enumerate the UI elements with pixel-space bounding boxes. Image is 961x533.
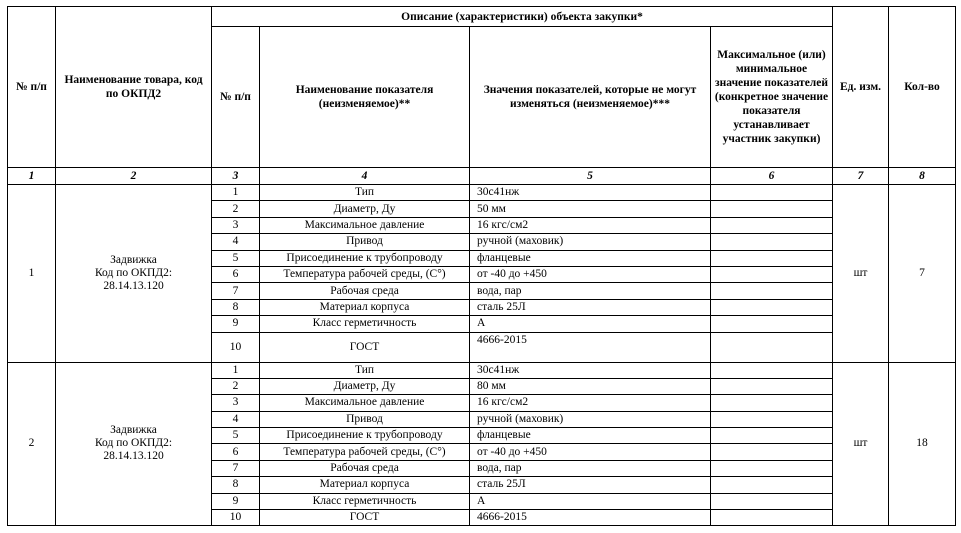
col-number: 6 bbox=[711, 168, 833, 185]
param-name: Максимальное давление bbox=[260, 395, 470, 411]
param-minmax-cell bbox=[711, 378, 833, 394]
param-minmax-cell bbox=[711, 185, 833, 201]
param-value: 4666-2015 bbox=[470, 332, 711, 362]
param-minmax-cell bbox=[711, 266, 833, 282]
param-value: от -40 до +450 bbox=[470, 266, 711, 282]
param-number: 5 bbox=[212, 250, 260, 266]
item-okpd-code: 28.14.13.120 bbox=[103, 279, 164, 292]
col-number: 4 bbox=[260, 168, 470, 185]
item-number: 1 bbox=[8, 185, 56, 363]
header-fixed-values: Значения показателей, которые не могут изменяться (неизменяемое)*** bbox=[470, 27, 711, 168]
param-name: Рабочая среда bbox=[260, 460, 470, 476]
param-value: ручной (маховик) bbox=[470, 411, 711, 427]
param-value: сталь 25Л bbox=[470, 299, 711, 315]
param-name: Класс герметичность bbox=[260, 493, 470, 509]
param-number: 9 bbox=[212, 316, 260, 332]
param-minmax-cell bbox=[711, 250, 833, 266]
param-number: 10 bbox=[212, 332, 260, 362]
header-param-name: Наименование показателя (неизменяемое)** bbox=[260, 27, 470, 168]
param-name: Привод bbox=[260, 411, 470, 427]
param-number: 3 bbox=[212, 217, 260, 233]
param-value: ручной (маховик) bbox=[470, 234, 711, 250]
param-value: фланцевые bbox=[470, 428, 711, 444]
col-number: 7 bbox=[833, 168, 889, 185]
param-number: 5 bbox=[212, 428, 260, 444]
header-quantity: Кол-во bbox=[889, 7, 956, 168]
param-name: Температура рабочей среды, (С°) bbox=[260, 444, 470, 460]
header-unit: Ед. изм. bbox=[833, 7, 889, 168]
param-value: 16 кгс/см2 bbox=[470, 395, 711, 411]
param-number: 2 bbox=[212, 378, 260, 394]
col-number: 3 bbox=[212, 168, 260, 185]
item-name bbox=[56, 185, 212, 363]
param-value: 80 мм bbox=[470, 378, 711, 394]
param-number: 9 bbox=[212, 493, 260, 509]
item-okpd-code: 28.14.13.120 bbox=[103, 450, 164, 463]
column-numbers-row bbox=[8, 168, 956, 185]
param-minmax-cell bbox=[711, 234, 833, 250]
param-value: 50 мм bbox=[470, 201, 711, 217]
param-name: Рабочая среда bbox=[260, 283, 470, 299]
item-name-line: Код по ОКПД2: bbox=[94, 437, 173, 450]
header-description: Описание (характеристики) объекта закупки* bbox=[212, 7, 833, 27]
col-number: 1 bbox=[8, 168, 56, 185]
param-number: 2 bbox=[212, 201, 260, 217]
param-value: 16 кгс/см2 bbox=[470, 217, 711, 233]
param-number: 6 bbox=[212, 444, 260, 460]
param-number: 3 bbox=[212, 395, 260, 411]
param-name: Материал корпуса bbox=[260, 477, 470, 493]
param-minmax-cell bbox=[711, 395, 833, 411]
col-number: 2 bbox=[56, 168, 212, 185]
param-name: Диаметр, Ду bbox=[260, 378, 470, 394]
table-row bbox=[8, 362, 956, 378]
param-value: от -40 до +450 bbox=[470, 444, 711, 460]
param-name: Класс герметичность bbox=[260, 316, 470, 332]
header-num: № п/п bbox=[8, 7, 56, 168]
param-number: 7 bbox=[212, 283, 260, 299]
item-name-line: Задвижка bbox=[110, 253, 157, 266]
param-minmax-cell bbox=[711, 217, 833, 233]
table-row bbox=[8, 185, 956, 201]
param-minmax-cell bbox=[711, 362, 833, 378]
param-minmax-cell bbox=[711, 477, 833, 493]
header-sub-num: № п/п bbox=[212, 27, 260, 168]
param-minmax-cell bbox=[711, 316, 833, 332]
param-number: 1 bbox=[212, 362, 260, 378]
param-minmax-cell bbox=[711, 283, 833, 299]
param-value: вода, пар bbox=[470, 460, 711, 476]
param-value: фланцевые bbox=[470, 250, 711, 266]
param-number: 8 bbox=[212, 477, 260, 493]
item-number: 2 bbox=[8, 362, 56, 526]
param-minmax-cell bbox=[711, 299, 833, 315]
specification-table bbox=[7, 6, 956, 526]
param-minmax-cell bbox=[711, 510, 833, 526]
param-value: А bbox=[470, 493, 711, 509]
param-name: Присоединение к трубопроводу bbox=[260, 250, 470, 266]
param-minmax-cell bbox=[711, 201, 833, 217]
param-value: А bbox=[470, 316, 711, 332]
param-minmax-cell bbox=[711, 444, 833, 460]
param-name: Привод bbox=[260, 234, 470, 250]
param-value: 30с41нж bbox=[470, 185, 711, 201]
item-quantity: 7 bbox=[889, 185, 956, 363]
param-number: 4 bbox=[212, 234, 260, 250]
param-minmax-cell bbox=[711, 332, 833, 362]
item-name-line: Код по ОКПД2: bbox=[94, 266, 173, 279]
param-minmax-cell bbox=[711, 460, 833, 476]
param-minmax-cell bbox=[711, 411, 833, 427]
item-unit: шт bbox=[833, 362, 889, 526]
param-number: 6 bbox=[212, 266, 260, 282]
item-unit: шт bbox=[833, 185, 889, 363]
param-name: ГОСТ bbox=[260, 510, 470, 526]
param-name: Диаметр, Ду bbox=[260, 201, 470, 217]
col-number: 8 bbox=[889, 168, 956, 185]
param-name: Максимальное давление bbox=[260, 217, 470, 233]
param-name: Температура рабочей среды, (С°) bbox=[260, 266, 470, 282]
param-minmax-cell bbox=[711, 493, 833, 509]
header-product-name: Наименование товара, код по ОКПД2 bbox=[56, 7, 212, 168]
param-number: 4 bbox=[212, 411, 260, 427]
param-number: 7 bbox=[212, 460, 260, 476]
item-name bbox=[56, 362, 212, 526]
param-minmax-cell bbox=[711, 428, 833, 444]
param-value: сталь 25Л bbox=[470, 477, 711, 493]
param-value: 4666-2015 bbox=[470, 510, 711, 526]
param-name: Тип bbox=[260, 362, 470, 378]
item-name-line: Задвижка bbox=[110, 424, 157, 437]
param-value: 30с41нж bbox=[470, 362, 711, 378]
param-name: Присоединение к трубопроводу bbox=[260, 428, 470, 444]
header-minmax: Максимальное (или) минимальное значение показателей (конкретное значение показателя устанавливает участник закупки) bbox=[711, 27, 833, 168]
param-name: Тип bbox=[260, 185, 470, 201]
param-number: 1 bbox=[212, 185, 260, 201]
param-value: вода, пар bbox=[470, 283, 711, 299]
param-name: Материал корпуса bbox=[260, 299, 470, 315]
param-name: ГОСТ bbox=[260, 332, 470, 362]
param-number: 10 bbox=[212, 510, 260, 526]
param-number: 8 bbox=[212, 299, 260, 315]
col-number: 5 bbox=[470, 168, 711, 185]
item-quantity: 18 bbox=[889, 362, 956, 526]
